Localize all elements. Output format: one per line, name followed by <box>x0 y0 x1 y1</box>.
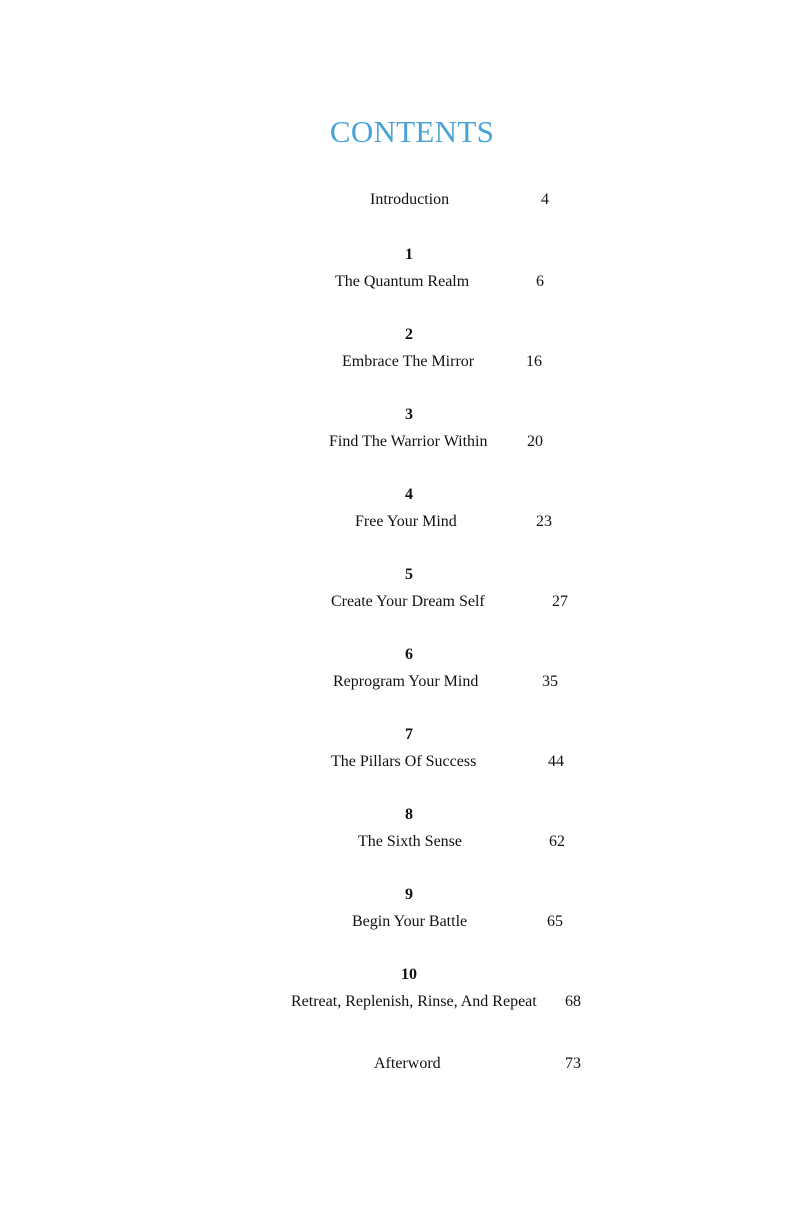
chapter-page: 20 <box>527 433 543 450</box>
chapter-number: 3 <box>405 406 413 423</box>
chapter-page: 27 <box>552 593 568 610</box>
chapter-number: 8 <box>405 806 413 823</box>
chapter-page: 44 <box>548 753 564 770</box>
toc-entry-page: 4 <box>541 191 549 208</box>
chapter-number: 4 <box>405 486 413 503</box>
chapter-title: Free Your Mind <box>355 513 457 530</box>
chapter-page: 35 <box>542 673 558 690</box>
chapter-title: The Quantum Realm <box>335 273 470 290</box>
toc-entry-label: Afterword <box>374 1055 441 1072</box>
chapter-number: 10 <box>401 966 417 983</box>
page-title: CONTENTS <box>329 114 495 149</box>
chapter-page: 68 <box>565 993 581 1010</box>
chapter-title: Begin Your Battle <box>352 913 468 930</box>
chapter-number: 5 <box>405 566 413 583</box>
toc-entry-page: 73 <box>565 1055 581 1072</box>
chapter-page: 6 <box>536 273 544 290</box>
chapter-number: 2 <box>405 326 413 343</box>
chapter-title: Find The Warrior Within <box>329 433 488 450</box>
chapter-page: 23 <box>536 513 552 530</box>
chapter-title: Reprogram Your Mind <box>333 673 479 690</box>
chapter-number: 9 <box>405 886 413 903</box>
chapter-page: 65 <box>547 913 563 930</box>
chapter-number: 7 <box>405 726 413 743</box>
chapter-number: 6 <box>405 646 413 663</box>
chapter-page: 62 <box>549 833 565 850</box>
chapter-title: The Sixth Sense <box>358 833 462 850</box>
chapter-title: The Pillars Of Success <box>331 753 477 770</box>
chapter-title: Create Your Dream Self <box>331 593 485 610</box>
chapter-title: Retreat, Replenish, Rinse, And Repeat <box>291 993 537 1010</box>
chapter-title: Embrace The Mirror <box>342 353 475 370</box>
chapter-page: 16 <box>526 353 542 370</box>
toc-entry-label: Introduction <box>370 191 450 208</box>
chapter-number: 1 <box>405 246 413 263</box>
